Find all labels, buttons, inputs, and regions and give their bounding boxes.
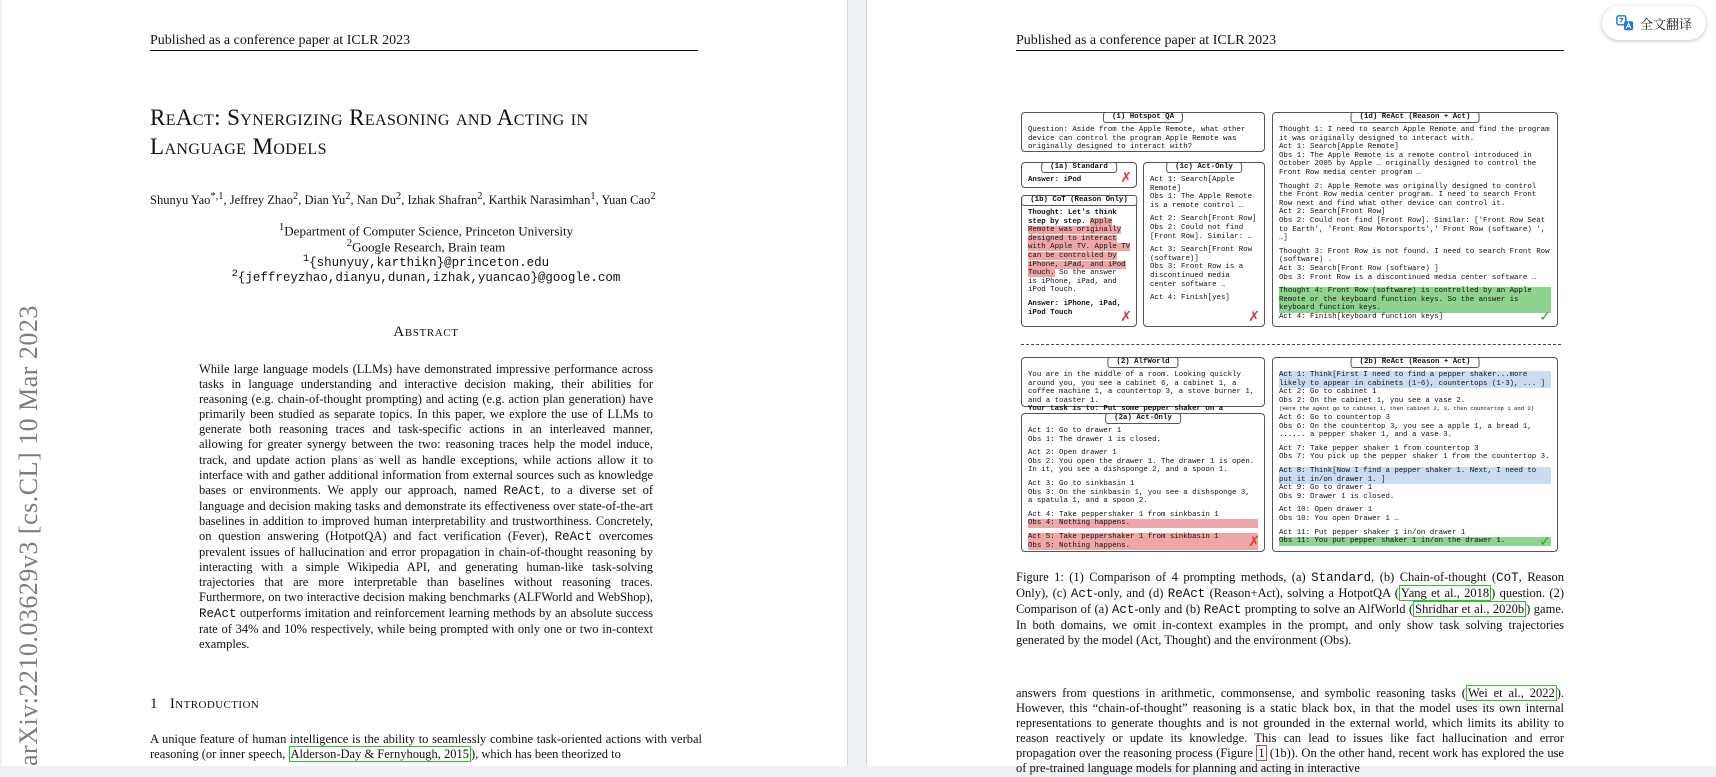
panel-alfworld-react: (2b) ReAct (Reason + Act) Act 1: Think[First I need to find a pepper shaker...more likely to appear in cabinets (1-6), countertops (1-3), ... ] Act 2: Go to cabinet 1 Obs 2: On the cabinet 1, you see a vase 2. (Here the agent go to cabinet 1, then cabinet 2, 3, then countertop 1 and 2) Act 6: Go to countertop 3 Obs 6: On the countertop 3, you see a apple 1, a bread 1, ...... a pepper shaker 1, and a vase 3. Act 7: Take pepper shaker 1 from countertop 3 Obs 7: You pick up the pepper shaker 1 from the countertop 3. Act 8: Think[Now I find a pepper shaker 1. Next, I need to put it in/on drawer 1. ] Act 9: Go to drawer 1 Obs 9: Drawer 1 is closed. Act 10: Open drawer 1 Obs 10: You open Drawer 1 … Act 11: Put pepper shaker 1 in/on drawer 1 Obs 11: You put pepper shaker 1 in/on the drawer 1. ✓ bbox=[1272, 357, 1558, 552]
figure-caption: Figure 1: (1) Comparison of 4 prompting methods, (a) Standard, (b) Chain-of-thought (CoT, Reason Only), (c) Act-only, and (d) ReAct (Reason+Act), solving a HotpotQA ( Yang et al., 2018 ) question. (2) Comparison of (a) Act-only and (b) ReAct prompting to solve an AlfWorld ( Shridhar et al., 2020b ) game. In both domains, we omit in-context examples in the prompt, and only show task solving trajectories generated by the model (Act, Thought) and the environment (Obs). bbox=[1016, 570, 1564, 648]
figure-divider bbox=[1021, 344, 1561, 345]
arxiv-stamp: arXiv:2210.03629v3 [cs.CL] 10 Mar 2023 bbox=[14, 305, 43, 766]
intro-text: A unique feature of human intelligence is the ability to seamlessly combine task-oriented actions with verbal reasoning (or inner speech, Alderson-Day & Fernyhough, 2015 ), which has been theorized to bbox=[150, 732, 702, 762]
wrong-mark-icon: ✗ bbox=[1120, 170, 1132, 186]
correct-mark-icon: ✓ bbox=[1539, 534, 1551, 550]
section-heading-introduction: 1 Introduction bbox=[150, 696, 260, 712]
body-text: answers from questions in arithmetic, commonsense, and symbolic reasoning tasks ( Wei et al., 2022 ). However, this “chain-of-thought” reasoning is a static black box, in that the model uses its own internal representations to generate thoughts and is not grounded in the external world, which limits its ability to reason reactively or update its knowledge. This can lead to issues like fact hallucination and error propagation over the reasoning process (Figure 1 (1b)). On the other hand, recent work has explored the use of pre-trained language models for planning and acting in interactive bbox=[1016, 686, 1564, 776]
panel-act-only: (1c) Act-Only Act 1: Search[Apple Remote] Obs 1: The Apple Remote is a remote control … Act 2: Search[Front Row] Obs 2: Could not find [Front Row]. Similar: … Act 3: Search[Front Row (software)] Obs 3: Front Row is a discontinued media center software … Act 4: Finish[yes] ✗ bbox=[1143, 162, 1265, 327]
panel-standard: (1a) Standard Answer: iPod ✗ bbox=[1021, 162, 1137, 188]
affiliation-2: $^2$Google Research, Brain team bbox=[346, 237, 506, 255]
citation-link[interactable]: Yang et al., 2018 bbox=[1400, 586, 1490, 601]
full-text-translate-button[interactable] bbox=[1602, 6, 1706, 40]
panel-cot: (1b) CoT (Reason Only) Thought: Let's think step by step. Apple Remote was originally designed to interact with Apple TV. Apple TV can be controlled by iPhone, iPad, and iPod Touch. So the answer is iPhone, iPad, and iPod Touch. Answer: iPhone, iPad, iPod Touch ✗ bbox=[1021, 195, 1137, 327]
wrong-mark-icon: ✗ bbox=[1248, 309, 1260, 325]
page-header: Published as a conference paper at ICLR 2023 bbox=[150, 33, 698, 51]
email-google: $^2${jeffreyzhao,dianyu,dunan,izhak,yuancao}@google.com bbox=[231, 268, 621, 286]
page-header: Published as a conference paper at ICLR 2023 bbox=[1016, 33, 1564, 51]
email-princeton: $^1${shunyuy,karthikn}@princeton.edu bbox=[302, 253, 550, 271]
author: Dian Yu bbox=[304, 193, 346, 208]
wrong-mark-icon: ✗ bbox=[1120, 309, 1132, 325]
panel-alfworld: (2) AlfWorld You are in the middle of a room. Looking quickly around you, you see a cabinet 6, a cabinet 1, a coffee machine 1, a countertop 3, a stove burner 1, and a toaster 1. Your task is to: Put some pepper shaker on a bbox=[1021, 357, 1265, 407]
author-list: Shunyu Yao$^{*,1}$, Jeffrey Zhao$^2$, Dian Yu$^2$, Nan Du$^2$, Izhak Shafran$^2$, Karthik Narasimhan$^1$, Yuan Cao$^2$ bbox=[150, 191, 656, 208]
figure-ref-link[interactable]: 1 bbox=[1258, 746, 1265, 761]
paper-title bbox=[150, 103, 710, 161]
title-line-1: ReAct: Synergizing Reasoning and Acting in bbox=[150, 105, 589, 130]
pdf-page-left bbox=[2, 0, 848, 766]
title-line-2: Language Models bbox=[150, 134, 327, 159]
citation-link[interactable]: Alderson-Day & Fernyhough, 2015 bbox=[290, 747, 469, 762]
citation-link[interactable]: Shridhar et al., 2020b bbox=[1415, 602, 1525, 617]
wrong-mark-icon: ✗ bbox=[1248, 534, 1260, 550]
author: Yuan Cao bbox=[601, 193, 651, 208]
author: Karthik Narasimhan bbox=[488, 193, 591, 208]
author: Shunyu Yao bbox=[150, 193, 211, 208]
pdf-page-right bbox=[866, 0, 1716, 776]
abstract-text: While large language models (LLMs) have demonstrated impressive performance across tasks in language understanding and interactive decision making, their abilities for reasoning (e.g. chain-of-thought prompting) and acting (e.g. action plan generation) have primarily been studied as separate topics. In this paper, we explore the use of LLMs to generate both reasoning traces and task-specific actions in an interleaved manner, allowing for greater synergy between the two: reasoning traces help the model induce, track, and update action plans as well as handle exceptions, while actions allow it to interface with and gather additional information from external sources such as knowledge bases or environments. We apply our approach, named ReAct, to a diverse set of language and decision making tasks and demonstrate its effectiveness over state-of-the-art baselines in addition to improved human interpretability and trustworthiness. Concretely, on question answering (HotpotQA) and fact verification (Fever), ReAct overcomes prevalent issues of hallucination and error propagation in chain-of-thought reasoning by interacting with a simple Wikipedia API, and generating human-like task-solving trajectories that are more interpretable than baselines without reasoning traces. Furthermore, on two interactive decision making benchmarks (ALFWorld and WebShop), ReAct outperforms imitation and reinforcement learning methods by an absolute success rate of 34% and 10% respectively, while being prompted with only one or two in-context examples. bbox=[199, 362, 653, 651]
citation-link[interactable]: Wei et al., 2022 bbox=[1467, 686, 1555, 700]
affiliation-1: $^1$Department of Computer Science, Princeton University bbox=[278, 221, 574, 239]
correct-mark-icon: ✓ bbox=[1539, 309, 1551, 325]
panel-alfworld-act-only: (2a) Act-Only Act 1: Go to drawer 1 Obs 1: The drawer 1 is closed. Act 2: Open drawer 1 Obs 2: You open the drawer 1. The drawer 1 is open. In it, you see a dishsponge 2, and a spoon 1. Act 3: Go to sinkbasin 1 Obs 3: On the sinkbasin 1, you see a dishsponge 3, a spatula 1, and a spoon 2. Act 4: Take peppershaker 1 from sinkbasin 1 Obs 4: Nothing happens. Act 5: Take peppershaker 1 from sinkbasin 1 Obs 5: Nothing happens. ✗ bbox=[1021, 413, 1265, 552]
translate-icon bbox=[1616, 14, 1634, 32]
translate-label: 全文翻译 bbox=[1639, 17, 1692, 33]
panel-react-hotpot: (1d) ReAct (Reason + Act) Thought 1: I need to search Apple Remote and find the program it was originally designed to interact with. Act 1: Search[Apple Remote] Obs 1: The Apple Remote is a remote control introduced in October 2005 by Apple … originally designed to control the Front Row media center program … Thought 2: Apple Remote was originally designed to control the Front Row media center program. I need to search Front Row next and find what other device can control it. Act 2: Search[Front Row] Obs 2: Could not find [Front Row]. Similar: ['Front Row Seat to Earth', 'Front Row Motorsports',' Front Row (software) ', …] Thought 3: Front Row is not found. I need to search Front Row (software) . Act 3: Search[Front Row (software) ] Obs 3: Front Row is a discontinued media center software … Thought 4: Front Row (software) is controlled by an Apple Remote or the keyboard function keys. So the answer is keyboard function keys. Act 4: Finish[keyboard function keys] ✓ bbox=[1272, 112, 1558, 327]
abstract-heading: Abstract bbox=[393, 324, 459, 340]
panel-hotpot-qa: (1) Hotspot QA Question: Aside from the Apple Remote, what other device can control the program Apple Remote was originally designed to interact with? bbox=[1021, 112, 1265, 152]
figure-1 bbox=[1021, 112, 1561, 554]
author: Izhak Shafran bbox=[407, 193, 478, 208]
author: Jeffrey Zhao bbox=[229, 193, 293, 208]
author: Nan Du bbox=[356, 193, 396, 208]
